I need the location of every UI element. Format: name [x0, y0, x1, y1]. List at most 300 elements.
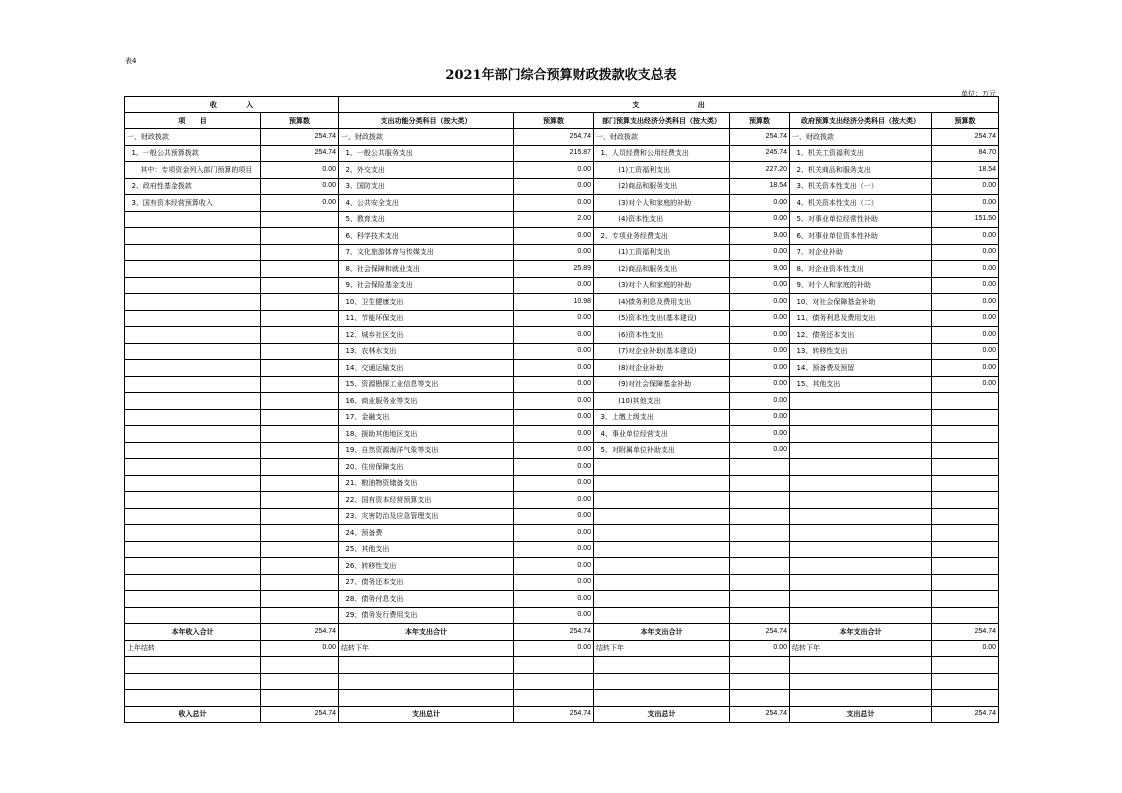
item-cell — [125, 525, 261, 542]
amount-cell: 0.00 — [730, 211, 790, 228]
amount-cell — [730, 492, 790, 509]
table-row — [125, 129, 999, 146]
column-header: 部门预算支出经济分类科目（按大类） — [594, 113, 730, 129]
item-cell — [125, 541, 261, 558]
item-cell: 本年支出合计 — [339, 624, 514, 641]
item-cell — [790, 591, 932, 608]
page-title: 2021年部门综合预算财政拨款收支总表 — [445, 68, 677, 83]
carryover-row — [125, 640, 999, 657]
column-header: 项 目 — [125, 113, 261, 129]
table-body — [125, 129, 999, 723]
item-cell — [790, 558, 932, 575]
item-cell: 17、金融支出 — [339, 409, 514, 426]
item-cell — [594, 541, 730, 558]
amount-cell: 0.00 — [932, 327, 999, 344]
item-cell: 9、对个人和家庭的补助 — [790, 277, 932, 294]
amount-cell: 254.74 — [261, 706, 339, 723]
item-cell — [594, 690, 730, 707]
amount-cell: 0.00 — [932, 310, 999, 327]
amount-cell: 0.00 — [932, 244, 999, 261]
amount-cell — [932, 459, 999, 476]
item-cell — [125, 244, 261, 261]
column-header: 预算数 — [730, 113, 790, 129]
table-row — [125, 426, 999, 443]
amount-cell: 254.74 — [730, 706, 790, 723]
item-cell: 本年支出合计 — [790, 624, 932, 641]
group-header-row — [125, 97, 999, 113]
item-cell: 5、对附属单位补助支出 — [594, 442, 730, 459]
amount-cell — [730, 508, 790, 525]
amount-cell: 9.00 — [730, 228, 790, 245]
item-cell — [125, 426, 261, 443]
amount-cell — [932, 442, 999, 459]
table-row — [125, 475, 999, 492]
item-cell — [790, 426, 932, 443]
amount-cell: 0.00 — [261, 162, 339, 179]
table-row — [125, 591, 999, 608]
amount-cell: 0.00 — [932, 343, 999, 360]
table-row — [125, 525, 999, 542]
item-cell: 结转下年 — [594, 640, 730, 657]
item-cell — [125, 261, 261, 278]
amount-cell — [261, 376, 339, 393]
item-cell: 27、债务还本支出 — [339, 574, 514, 591]
item-cell — [790, 492, 932, 509]
amount-cell — [932, 426, 999, 443]
amount-cell: 0.00 — [514, 475, 594, 492]
item-cell: 3、上缴上级支出 — [594, 409, 730, 426]
item-cell: 结转下年 — [339, 640, 514, 657]
amount-cell: 254.74 — [932, 624, 999, 641]
item-cell: 18、援助其他地区支出 — [339, 426, 514, 443]
item-cell — [790, 475, 932, 492]
amount-cell: 0.00 — [730, 343, 790, 360]
amount-cell: 0.00 — [514, 492, 594, 509]
amount-cell: 0.00 — [730, 310, 790, 327]
item-cell: 2、政府性基金拨款 — [125, 178, 261, 195]
amount-cell: 254.74 — [261, 129, 339, 146]
amount-cell — [932, 591, 999, 608]
item-cell — [125, 475, 261, 492]
amount-cell — [730, 558, 790, 575]
item-cell — [594, 525, 730, 542]
item-cell: 3、国防支出 — [339, 178, 514, 195]
item-cell: 28、债务付息支出 — [339, 591, 514, 608]
item-cell: 收入总计 — [125, 706, 261, 723]
item-cell: 2、机关商品和服务支出 — [790, 162, 932, 179]
table-row — [125, 162, 999, 179]
table-row — [125, 178, 999, 195]
amount-cell — [261, 492, 339, 509]
column-header: 支出功能分类科目（按大类） — [339, 113, 514, 129]
item-cell: 19、自然资源海洋气象等支出 — [339, 442, 514, 459]
amount-cell — [261, 409, 339, 426]
amount-cell: 0.00 — [514, 541, 594, 558]
table-row — [125, 508, 999, 525]
item-cell — [790, 690, 932, 707]
column-header: 预算数 — [514, 113, 594, 129]
item-cell: 一、财政拨款 — [125, 129, 261, 146]
amount-cell — [932, 393, 999, 410]
amount-cell: 0.00 — [514, 376, 594, 393]
amount-cell — [514, 673, 594, 690]
item-cell — [594, 459, 730, 476]
table-row — [125, 459, 999, 476]
amount-cell: 0.00 — [932, 261, 999, 278]
amount-cell: 0.00 — [514, 162, 594, 179]
amount-cell: 0.00 — [514, 607, 594, 624]
item-cell — [790, 657, 932, 674]
amount-cell: 84.70 — [932, 145, 999, 162]
item-cell — [594, 492, 730, 509]
item-cell — [790, 673, 932, 690]
amount-cell — [730, 459, 790, 476]
blank-row — [125, 657, 999, 674]
column-header: 预算数 — [261, 113, 339, 129]
amount-cell: 215.87 — [514, 145, 594, 162]
amount-cell — [261, 657, 339, 674]
item-cell: 13、转移性支出 — [790, 343, 932, 360]
item-cell — [125, 376, 261, 393]
amount-cell: 0.00 — [932, 294, 999, 311]
amount-cell: 0.00 — [932, 195, 999, 212]
table-row — [125, 541, 999, 558]
amount-cell — [261, 426, 339, 443]
item-cell: 1、机关工资福利支出 — [790, 145, 932, 162]
amount-cell: 0.00 — [932, 277, 999, 294]
item-cell: 8、对企业资本性支出 — [790, 261, 932, 278]
table-row — [125, 327, 999, 344]
item-cell — [125, 360, 261, 377]
table-row — [125, 409, 999, 426]
table-number-tag: 表4 — [125, 57, 137, 65]
amount-cell: 254.74 — [514, 624, 594, 641]
amount-cell: 0.00 — [514, 228, 594, 245]
item-cell — [125, 492, 261, 509]
amount-cell: 0.00 — [730, 409, 790, 426]
item-cell: 10、对社会保障基金补助 — [790, 294, 932, 311]
amount-cell: 0.00 — [514, 277, 594, 294]
amount-cell: 0.00 — [514, 343, 594, 360]
amount-cell: 254.74 — [261, 145, 339, 162]
item-cell: 支出总计 — [339, 706, 514, 723]
amount-cell — [261, 393, 339, 410]
amount-cell — [932, 409, 999, 426]
amount-cell — [932, 657, 999, 674]
item-cell: 15、资源勘探工业信息等支出 — [339, 376, 514, 393]
amount-cell — [932, 492, 999, 509]
item-cell: 12、城乡社区支出 — [339, 327, 514, 344]
amount-cell: 0.00 — [730, 640, 790, 657]
table-row — [125, 492, 999, 509]
item-cell: 7、对企业补助 — [790, 244, 932, 261]
table-row — [125, 211, 999, 228]
amount-cell: 0.00 — [514, 327, 594, 344]
amount-cell — [261, 277, 339, 294]
item-cell — [594, 607, 730, 624]
item-cell: 14、预备费及预留 — [790, 360, 932, 377]
amount-cell: 0.00 — [514, 558, 594, 575]
amount-cell: 254.74 — [261, 624, 339, 641]
amount-cell — [932, 541, 999, 558]
table-row — [125, 261, 999, 278]
amount-cell: 0.00 — [932, 178, 999, 195]
item-cell: (3)对个人和家庭的补助 — [594, 195, 730, 212]
item-cell: 1、一般公共预算拨款 — [125, 145, 261, 162]
amount-cell — [261, 558, 339, 575]
item-cell: 23、灾害防治及应急管理支出 — [339, 508, 514, 525]
amount-cell — [730, 574, 790, 591]
amount-cell: 227.20 — [730, 162, 790, 179]
item-cell: 4、事业单位经营支出 — [594, 426, 730, 443]
amount-cell: 0.00 — [730, 195, 790, 212]
item-cell — [594, 657, 730, 674]
amount-cell — [261, 459, 339, 476]
table-row — [125, 558, 999, 575]
item-cell — [339, 673, 514, 690]
item-cell — [790, 607, 932, 624]
item-cell: (4)债务利息及费用支出 — [594, 294, 730, 311]
item-cell — [125, 310, 261, 327]
amount-cell: 0.00 — [514, 508, 594, 525]
amount-cell: 0.00 — [514, 178, 594, 195]
item-cell: 21、粮油物资储备支出 — [339, 475, 514, 492]
amount-cell: 0.00 — [514, 310, 594, 327]
amount-cell — [261, 343, 339, 360]
item-cell: 5、对事业单位经常性补助 — [790, 211, 932, 228]
item-cell: 7、文化旅游体育与传媒支出 — [339, 244, 514, 261]
grand-total-row — [125, 706, 999, 723]
table-row — [125, 244, 999, 261]
amount-cell — [730, 591, 790, 608]
amount-cell: 0.00 — [514, 360, 594, 377]
amount-cell — [261, 228, 339, 245]
item-cell: 结转下年 — [790, 640, 932, 657]
item-cell: 支出总计 — [790, 706, 932, 723]
column-header: 政府预算支出经济分类科目（按大类） — [790, 113, 932, 129]
amount-cell — [932, 558, 999, 575]
item-cell: (6)资本性支出 — [594, 327, 730, 344]
amount-cell — [261, 442, 339, 459]
amount-cell — [261, 475, 339, 492]
item-cell: 8、社会保障和就业支出 — [339, 261, 514, 278]
amount-cell — [261, 360, 339, 377]
amount-cell — [932, 690, 999, 707]
table-row — [125, 195, 999, 212]
amount-cell: 0.00 — [932, 228, 999, 245]
item-cell: 一、财政拨款 — [790, 129, 932, 146]
amount-cell — [261, 574, 339, 591]
item-cell: 5、教育支出 — [339, 211, 514, 228]
amount-cell: 0.00 — [514, 591, 594, 608]
item-cell — [125, 409, 261, 426]
amount-cell — [261, 541, 339, 558]
amount-cell: 254.74 — [932, 129, 999, 146]
amount-cell: 0.00 — [261, 178, 339, 195]
item-cell: 一、财政拨款 — [594, 129, 730, 146]
table-row — [125, 343, 999, 360]
item-cell: (1)工资福利支出 — [594, 244, 730, 261]
item-cell: 12、债务还本支出 — [790, 327, 932, 344]
amount-cell: 0.00 — [730, 393, 790, 410]
amount-cell — [261, 327, 339, 344]
amount-cell — [932, 475, 999, 492]
item-cell — [594, 558, 730, 575]
amount-cell: 0.00 — [730, 327, 790, 344]
amount-cell — [261, 525, 339, 542]
item-cell — [594, 673, 730, 690]
amount-cell: 25.89 — [514, 261, 594, 278]
amount-cell: 0.00 — [514, 442, 594, 459]
item-cell — [125, 442, 261, 459]
amount-cell: 0.00 — [932, 640, 999, 657]
item-cell — [790, 459, 932, 476]
item-cell — [125, 558, 261, 575]
item-cell: (2)商品和服务支出 — [594, 178, 730, 195]
item-cell: 25、其他支出 — [339, 541, 514, 558]
item-cell — [339, 657, 514, 674]
amount-cell — [261, 690, 339, 707]
item-cell: 6、科学技术支出 — [339, 228, 514, 245]
amount-cell: 245.74 — [730, 145, 790, 162]
amount-cell: 0.00 — [514, 574, 594, 591]
table-row — [125, 294, 999, 311]
amount-cell: 0.00 — [730, 277, 790, 294]
item-cell — [594, 574, 730, 591]
table-row — [125, 228, 999, 245]
item-cell: 一、财政拨款 — [339, 129, 514, 146]
budget-summary-table — [124, 96, 999, 723]
item-cell: (3)对个人和家庭的补助 — [594, 277, 730, 294]
item-cell — [594, 591, 730, 608]
amount-cell: 0.00 — [932, 376, 999, 393]
item-cell — [125, 673, 261, 690]
item-cell: 29、债务发行费用支出 — [339, 607, 514, 624]
item-cell — [125, 591, 261, 608]
amount-cell: 0.00 — [514, 393, 594, 410]
item-cell: 13、农林水支出 — [339, 343, 514, 360]
amount-cell — [261, 508, 339, 525]
item-cell: 3、机关资本性支出（一） — [790, 178, 932, 195]
expense-group-header: 支 出 — [339, 97, 999, 113]
amount-cell — [730, 525, 790, 542]
item-cell — [790, 508, 932, 525]
item-cell: (7)对企业补助(基本建设) — [594, 343, 730, 360]
item-cell: 20、住房保障支出 — [339, 459, 514, 476]
item-cell: 本年支出合计 — [594, 624, 730, 641]
amount-cell: 254.74 — [730, 624, 790, 641]
item-cell — [790, 442, 932, 459]
amount-cell — [730, 541, 790, 558]
item-cell: 4、机关资本性支出（二） — [790, 195, 932, 212]
amount-cell — [261, 591, 339, 608]
table-row — [125, 607, 999, 624]
amount-cell: 0.00 — [514, 409, 594, 426]
item-cell: (5)资本性支出(基本建设) — [594, 310, 730, 327]
item-cell — [125, 574, 261, 591]
item-cell: 1、一般公共服务支出 — [339, 145, 514, 162]
item-cell — [594, 475, 730, 492]
amount-cell — [730, 690, 790, 707]
amount-cell — [261, 211, 339, 228]
amount-cell: 0.00 — [730, 360, 790, 377]
amount-cell: 0.00 — [514, 195, 594, 212]
item-cell: 6、对事业单位资本性补助 — [790, 228, 932, 245]
item-cell: (4)资本性支出 — [594, 211, 730, 228]
column-header-row — [125, 113, 999, 129]
item-cell — [790, 393, 932, 410]
amount-cell: 2.00 — [514, 211, 594, 228]
item-cell — [125, 508, 261, 525]
item-cell: 其中：专项资金列入部门预算的项目 — [125, 162, 261, 179]
amount-cell — [730, 607, 790, 624]
amount-cell: 151.50 — [932, 211, 999, 228]
blank-row — [125, 690, 999, 707]
amount-cell — [730, 673, 790, 690]
item-cell: 3、国有资本经营预算收入 — [125, 195, 261, 212]
amount-cell — [514, 690, 594, 707]
table-row — [125, 277, 999, 294]
item-cell — [125, 459, 261, 476]
item-cell — [125, 393, 261, 410]
amount-cell: 0.00 — [730, 426, 790, 443]
amount-cell: 0.00 — [932, 360, 999, 377]
item-cell: 4、公共安全支出 — [339, 195, 514, 212]
item-cell: (1)工资福利支出 — [594, 162, 730, 179]
item-cell — [125, 690, 261, 707]
item-cell: 11、节能环保支出 — [339, 310, 514, 327]
item-cell: 24、预备费 — [339, 525, 514, 542]
item-cell — [790, 525, 932, 542]
amount-cell — [932, 673, 999, 690]
amount-cell — [932, 508, 999, 525]
amount-cell — [932, 574, 999, 591]
amount-cell: 0.00 — [261, 195, 339, 212]
amount-cell: 0.00 — [514, 459, 594, 476]
year-total-row — [125, 624, 999, 641]
item-cell: 9、社会保险基金支出 — [339, 277, 514, 294]
amount-cell — [261, 294, 339, 311]
amount-cell — [730, 475, 790, 492]
item-cell: 16、商业服务业等支出 — [339, 393, 514, 410]
amount-cell: 254.74 — [730, 129, 790, 146]
amount-cell: 0.00 — [730, 244, 790, 261]
item-cell — [125, 607, 261, 624]
amount-cell: 18.54 — [932, 162, 999, 179]
item-cell — [125, 657, 261, 674]
column-header: 预算数 — [932, 113, 999, 129]
amount-cell: 9.00 — [730, 261, 790, 278]
amount-cell — [261, 607, 339, 624]
item-cell — [790, 541, 932, 558]
item-cell: 11、债务利息及费用支出 — [790, 310, 932, 327]
item-cell — [125, 327, 261, 344]
item-cell — [594, 508, 730, 525]
item-cell: (2)商品和服务支出 — [594, 261, 730, 278]
blank-row — [125, 673, 999, 690]
item-cell — [790, 409, 932, 426]
item-cell: 22、国有资本经营预算支出 — [339, 492, 514, 509]
item-cell — [125, 294, 261, 311]
item-cell: 1、人员经费和公用经费支出 — [594, 145, 730, 162]
item-cell: 上年结转 — [125, 640, 261, 657]
item-cell — [125, 228, 261, 245]
amount-cell — [261, 244, 339, 261]
amount-cell — [514, 657, 594, 674]
item-cell: 支出总计 — [594, 706, 730, 723]
amount-cell: 0.00 — [730, 294, 790, 311]
amount-cell — [261, 261, 339, 278]
